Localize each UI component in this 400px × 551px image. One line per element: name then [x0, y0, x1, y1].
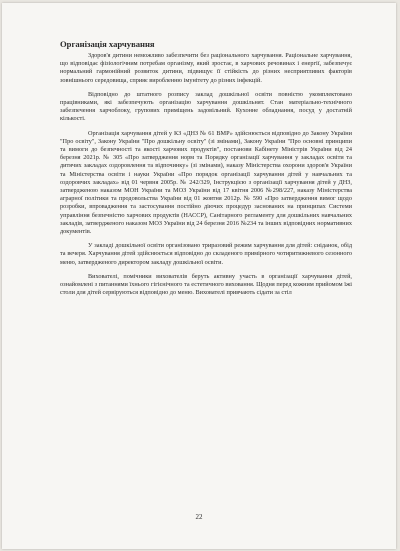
page-content: [60, 39, 352, 303]
paragraph-4: У закладі дошкільної освіти організовано триразовий режим харчування для дітей: сніданок, обід та вечеря. Харчування дітей здійснюється відповідно до складеного примірного чотиритижневого сезонного меню, затвердженого директором закладу дошкільної освіти.: [60, 242, 352, 266]
section-title: Організація харчування: [60, 39, 155, 49]
document-page: [2, 3, 396, 549]
paragraph-5: Вихователі, помічники вихователів беруть активну участь в організації харчування дітей, ознайомлені з питаннями їхнього гігієнічного та естетичного виховання. Щодня перед кожним прийомом їжі столи для дітей сервіруються відповідно до меню. Вихователі привчають сідати за стіл: [60, 272, 352, 297]
paragraph-1: Здоров'я дитини неможливо забезпечити без раціонального харчування. Раціональне харчування, що відповідає фізіологічним потребам організму, який зростає, в харчових речовинах і енергії, забезпечує нормальний гармонійний розвиток дитини, підвищує її стійкість до різних несприятливих факторів зовнішнього середовища, сприяє виробленню імунітету до різних інфекцій.: [60, 52, 352, 84]
page-number: 22: [195, 513, 203, 521]
paragraph-2: Відповідно до штатного розпису заклад дошкільної освіти повністю укомплектовано працівниками, які забезпечують організацію харчування дошкільнят. Стан матеріально-технічного забезпечення харчоблоку, групових приміщень задовільний. Кухонне обладнання, посуд у достатній кількості.: [60, 90, 352, 123]
paragraph-3: Організація харчування дітей у КЗ «ДНЗ № 61 ВМР» здійснюється відповідно до Закону України "Про освіту", Закону України "Про дошкільну освіту" (зі змінами), Закону України "Про основні принципи та вимоги до безпечності та якості харчових продуктів", постанови Кабінету Міністрів України від 24 березня 2021р. № 305 «Про затвердження норм та Порядку організації харчування у закладах освіти та дитячих закладах оздоровлення та відпочинку» (зі змінами), наказу Міністерства охорони здоров'я України та Міністерства освіти і науки України «Про порядок організації харчування дітей у навчальних та оздоровчих закладах» від 01 червня 2005р. № 242/329, Інструкцією з організації харчування дітей у ДНЗ, затвердженою наказом МОН України та МОЗ України від 17 квітня 2006 №298/227, наказу Міністерства аграрної політики та продовольства України від 01 жовтня 2012р. № 590 «Про затвердження вимог щодо розробки, впровадження та застосування постійно діючих процедур заснованих на принципах Системи управління безпечністю харчових продуктів (НАССР), Санітарного регламенту для дошкільних навчальних закладів, затвердженого наказом МОЗ України від 24 березня 2016 №234 та інших відповідних нормативних документів.: [60, 129, 352, 236]
